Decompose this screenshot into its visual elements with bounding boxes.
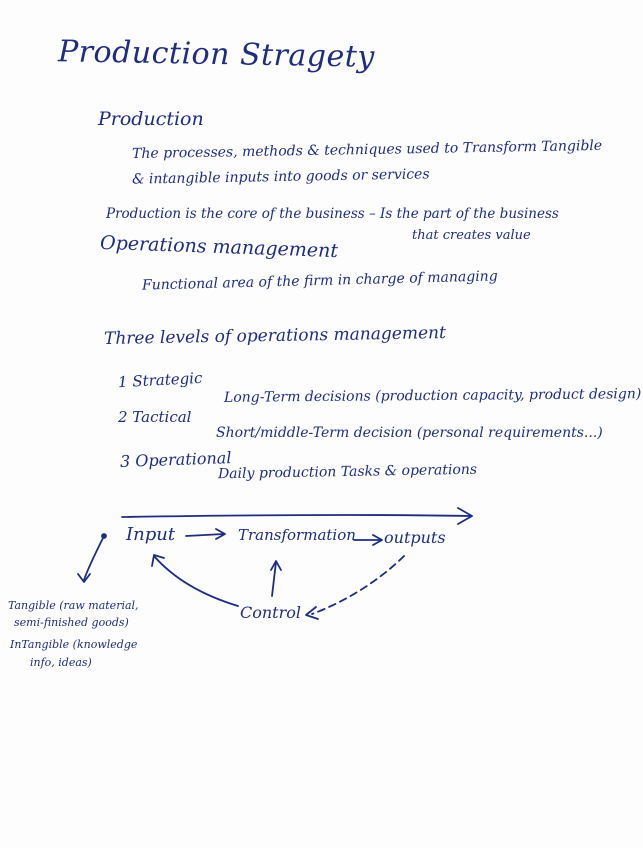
- production-heading: Production: [98, 108, 204, 130]
- production-core-line-2: that creates value: [412, 228, 531, 243]
- operations-definition: Functional area of the firm in charge of managing: [141, 268, 498, 294]
- production-core-line-1: Production is the core of the business – Is the part of the business: [106, 206, 559, 222]
- level-description-tactical: Short/middle-Term decision (personal requirements...): [216, 425, 603, 441]
- input-type-line-3: InTangible (knowledge: [10, 638, 138, 651]
- level-label-tactical: 2 Tactical: [118, 408, 192, 426]
- input-type-line-1: Tangible (raw material,: [8, 599, 139, 612]
- long-top-arrow: [122, 515, 470, 517]
- level-label-operational: 3 Operational: [119, 448, 232, 471]
- outputs-to-control-arrowhead: [306, 607, 318, 619]
- control-to-input-arrow: [154, 556, 238, 606]
- input-type-line-2: semi-finished goods): [14, 616, 129, 629]
- diagram-input-label: Input: [126, 524, 176, 545]
- production-definition-line-1: The processes, methods & techniques used to Transform Tangible: [131, 137, 603, 163]
- input-dot: [102, 534, 106, 538]
- diagram-transformation-label: Transformation: [238, 526, 356, 544]
- diagram-outputs-label: outputs: [384, 528, 446, 547]
- level-description-operational: Daily production Tasks & operations: [217, 461, 478, 483]
- level-label-strategic: 1 Strategic: [117, 368, 203, 392]
- level-description-strategic: Long-Term decisions (production capacity, product design): [223, 386, 642, 406]
- levels-heading: Three levels of operations management: [103, 323, 446, 349]
- input-to-transformation-arrow: [186, 534, 224, 536]
- page-title: Production Stragety: [57, 34, 376, 75]
- outputs-to-control-dashed-arrow: [312, 556, 404, 614]
- input-type-line-4: info, ideas): [30, 656, 92, 669]
- production-definition-line-2: & intangible inputs into goods or services: [131, 166, 430, 188]
- input-to-types-arrow: [84, 536, 104, 580]
- operations-heading: Operations management: [99, 231, 339, 263]
- diagram-control-label: Control: [240, 603, 302, 622]
